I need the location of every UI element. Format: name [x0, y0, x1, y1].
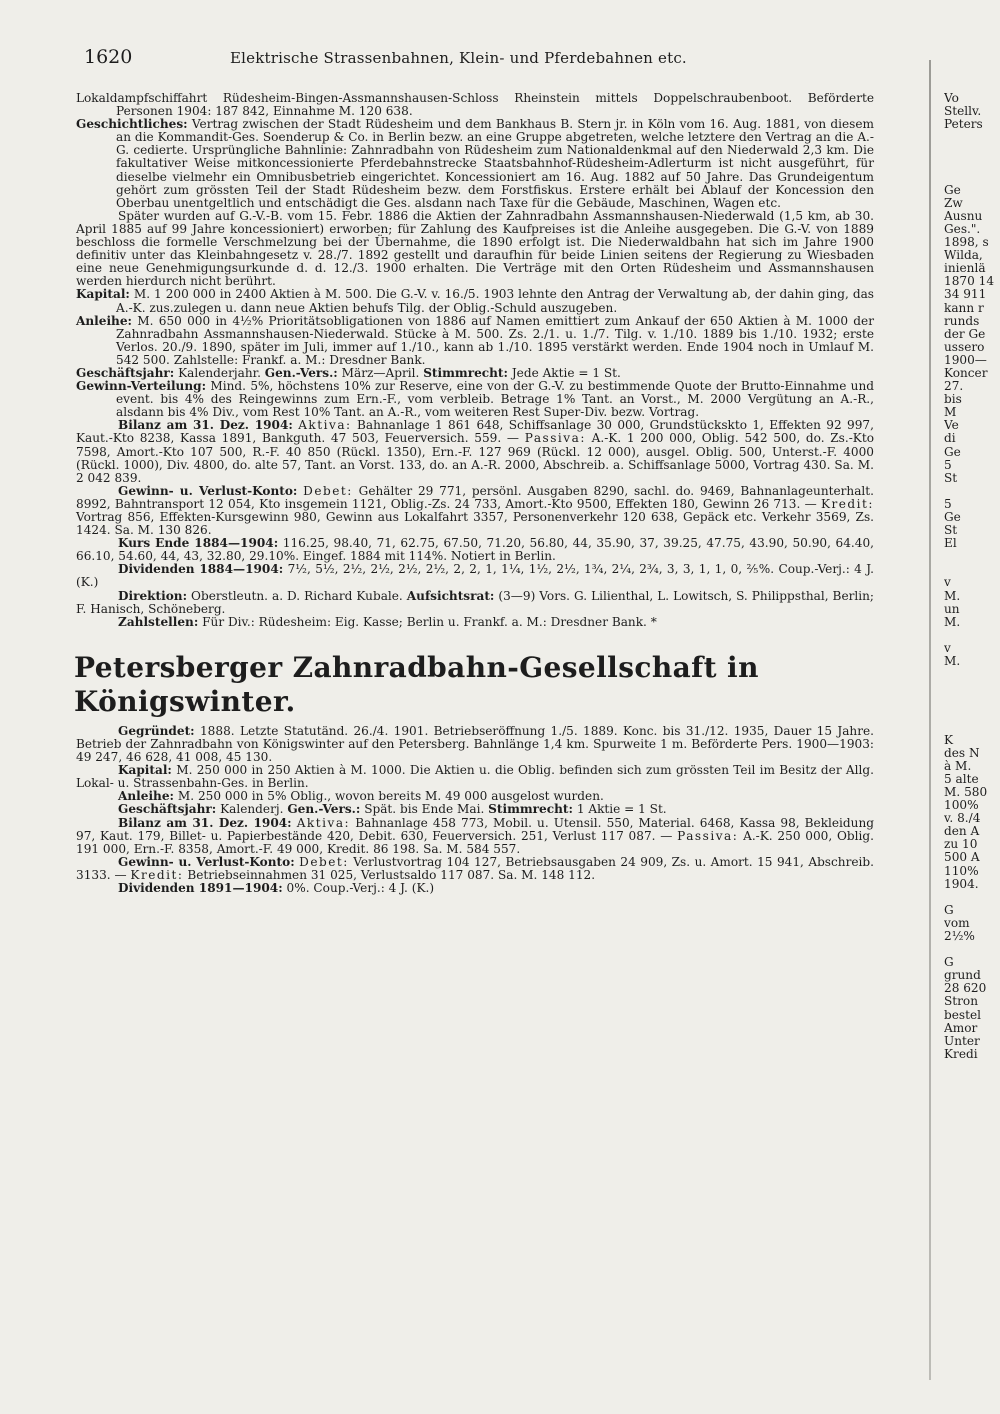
fragment-line [944, 144, 1000, 157]
dividenden-paragraph: Dividenden 1884—1904: 7½, 5½, 2½, 2½, 2½, 2½, 2, 2, 1, 1¼, 1½, 2½, 1¾, 2¼, 2¾, 3, 3, 1, 1, 0, ⅖%. Coup.-Verj.: 4 J. (K.) [76, 562, 874, 590]
fragment-line: v [944, 640, 951, 655]
fragment-line: Ge [944, 510, 961, 524]
fragment-line: 500 A [944, 850, 980, 865]
kapital-paragraph: Kapital: M. 1 200 000 in 2400 Aktien à M. 500. Die G.-V. v. 16./5. 1903 lehnte den Antrag der Verwaltung ab, der dahin ging, das A.-K. zus.zulegen u. dann neue Aktien behufs Tilg. der Oblig.-Schuld auszugeben. [76, 287, 874, 315]
guv2-paragraph: Gewinn- u. Verlust-Konto: Debet: Verlustvortrag 104 127, Betriebsausgaben 24 909, Zs. u. Amort. 15 941, Abschreib. 3133. — Kredit: Betriebseinnahmen 31 025, Verlustsaldo 117 087. Sa. M. 148 112. [76, 854, 874, 882]
fragment-line: G [944, 902, 954, 917]
zahlstellen-paragraph: Zahlstellen: Für Div.: Rüdesheim: Eig. Kasse; Berlin u. Frankf. a. M.: Dresdner Bank. * [118, 614, 657, 629]
anleihe2-paragraph: Anleihe: M. 250 000 in 5% Oblig., wovon bereits M. 49 000 ausgelost wurden. [118, 789, 604, 804]
fragment-line: Ge [944, 182, 961, 197]
fragment-line [944, 681, 1000, 694]
gewinn-verteilung-paragraph: Gewinn-Verteilung: Mind. 5%, höchstens 10% zur Reserve, eine von der G.-V. zu bestimmende Quote der Brutto-Einnahme und event. bis 4% des Reingewinns zum Ern.-F., vom verbleib. Betrage 1% Tant. an Vorst., M. 2000 Vergütung an A.-R., alsdann bis 4% Div., vom Rest 10% Tant. an A.-R., vom weiteren Rest Super-Div. bezw. Vortrag. [76, 379, 874, 420]
fragment-line: Ge [944, 444, 961, 459]
fragment-line [944, 131, 1000, 144]
spaeter-paragraph: Später wurden auf G.-V.-B. vom 15. Febr. 1886 die Aktien der Zahnradbahn Assmannshausen-Niederwald (1,5 km, ab 30. April 1885 auf 99 Jahre koncessioniert) erworben; für Zahlung des Kaufpreises ist die Anleihe ausgegeben. Die G.-V. von 1889 beschloss die formelle Verschmelzung bei der Übernahme, die 1890 erfolgt ist. Die Niederwaldbahn hat sich im Jahre 1900 definitiv unter das Kleinbahngesetz v. 28./7. 1892 gestellt und daraufhin für beide Linien seitens der Regierung zu Wiesbaden eine neue Genehmigungsurkunde d. d. 12./3. 1900 erhalten. Die Verträge mit den Orten Rüdesheim und Assmannshausen werden hierdurch nicht berührt. [76, 208, 874, 289]
gegruendet-paragraph: Gegründet: 1888. Letzte Statutänd. 26./4. 1901. Betriebseröffnung 1./5. 1889. Konc. bis 31./12. 1935, Dauer 15 Jahre. Betrieb der Zahnradbahn von Königswinter auf den Petersberg. Bahnlänge 1,4 km. Spurweite 1 m. Beförderte Pers. 1900—1903: 49 247, 46 628, 41 008, 45 130. [76, 723, 874, 765]
fragment-line: grund [944, 968, 981, 983]
kurs-paragraph: Kurs Ende 1884—1904: 116.25, 98.40, 71, 62.75, 67.50, 71.20, 56.80, 44, 35.90, 37, 39.25, 47.75, 43.90, 50.90, 64.40, 66.10, 54.60, 44, 43, 32.80, 29.10%. Eingef. 1884 mit 114%. Notiert in Berlin. [76, 536, 874, 564]
fragment-line: El [944, 536, 957, 551]
fragment-line [944, 721, 1000, 734]
page-number: 1620 [84, 46, 133, 68]
page-header [84, 46, 924, 76]
fragment-line: kann r [944, 300, 984, 315]
fragment-line [944, 485, 1000, 498]
fragment-line: ussero [944, 339, 985, 354]
fragment-line: der Ge [944, 326, 986, 341]
section-label: Geschichtliches: [76, 117, 188, 132]
section-label: Kapital: [76, 287, 130, 302]
fragment-line [944, 629, 1000, 642]
fragment-line: di [944, 431, 956, 446]
fragment-line [944, 694, 1000, 707]
fragment-line: 27. [944, 379, 964, 394]
anleihe-paragraph: Anleihe: M. 650 000 in 4½% Prioritätsobligationen von 1886 auf Namen emittiert zum Ankauf der 650 Aktien à M. 1000 der Zahnradbahn Assmannshausen-Niederwald. Stücke à M. 500. Zs. 2./1. u. 1./7. Tilg. v. 1./10. 1889 bis 1./10. 1932; erste Verlos. 20./9. 1890, später im Juli, immer auf 1./10., kann ab 1./10. 1895 verstärkt werden. Ende 1904 noch in Umlauf M. 542 500. Zahlstelle: Frankf. a. M.: Dresdner Bank. [76, 313, 874, 367]
lokal-paragraph: Lokaldampfschiffahrt Rüdesheim-Bingen-Assmannshausen-Schloss Rheinstein mittels Doppelschraubenboot. Beförderte Personen 1904: 187 842, Einnahme M. 120 638. [76, 91, 874, 119]
fragment-line [944, 891, 1000, 904]
fragment-line: 1904. [944, 876, 979, 891]
fragment-line: Stron [944, 994, 978, 1009]
fragment-line [944, 171, 1000, 184]
fragment-line: 100% [944, 798, 979, 813]
bilanz2-paragraph: Bilanz am 31. Dez. 1904: Aktiva: Bahnanlage 458 773, Mobil. u. Utensil. 550, Material. 6468, Kassa 98, Bekleidung 97, Kaut. 179, Billet- u. Papierbestände 420, Debit. 630, Feuerversich. 251, Verlust 117 087. — Passiva: A.-K. 250 000, Oblig. 191 000, Ern.-F. 8358, Amort.-F. 49 000, Kredit. 86 198. Sa. M. 584 557. [76, 815, 874, 856]
fragment-line: Kredi [944, 1046, 978, 1061]
fragment-line: inienlä [944, 261, 986, 276]
fragment-line: v. 8./4 [944, 811, 981, 826]
fragment-line: M. [944, 654, 961, 669]
fragment-line: bestel [944, 1007, 981, 1022]
fragment-line: un [944, 601, 960, 616]
fragment-line: Ve [944, 418, 959, 433]
direktion-paragraph: Direktion: Oberstleutn. a. D. Richard Kubale. Aufsichtsrat: (3—9) Vors. G. Lilienthal, L. Lowitsch, S. Philippsthal, Berlin; F. Hanisch, Schöneberg. [76, 588, 874, 616]
fragment-line: 5 alte [944, 771, 979, 786]
fragment-line: 5 [944, 457, 952, 472]
fragment-line: Koncer [944, 365, 988, 380]
fragment-line: M. [944, 588, 961, 603]
fragment-line: K [944, 732, 954, 747]
guv-paragraph: Gewinn- u. Verlust-Konto: Debet: Gehälter 29 771, persönl. Ausgaben 8290, sachl. do. 9469, Bahnanlageunterhalt. 8992, Bahntransport 12 054, Kto insgemein 1121, Oblig.-Zs. 24 733, Amort.-Kto 9500, Effekten 180, Gewinn 26 713. — Kredit: Vortrag 856, Effekten-Kursgewinn 980, Gewinn aus Lokalfahrt 3357, Personenverkehr 120 638, Gepäck etc. Verkehr 3569, Zs. 1424. Sa. M. 130 826. [76, 483, 874, 538]
fragment-line: v [944, 575, 951, 590]
fragment-line: Unter [944, 1033, 980, 1048]
page-gutter [929, 60, 931, 1380]
fragment-line: St [944, 523, 958, 538]
fragment-line: bis [944, 392, 962, 407]
fragment-line: runds [944, 313, 980, 328]
geschaeftsjahr-paragraph: Geschäftsjahr: Kalenderjahr. Gen.-Vers.: März—April. Stimmrecht: Jede Aktie = 1 St. [76, 365, 621, 380]
fragment-line: St [944, 470, 958, 485]
fragment-line: vom [944, 915, 970, 930]
section-label: Gewinn-Verteilung: [76, 379, 207, 394]
fragment-line: 28 620 [944, 981, 987, 996]
running-title: Elektrische Strassenbahnen, Klein- und Pferdebahnen etc. [230, 49, 687, 67]
fragment-line: Ges.". [944, 221, 981, 236]
fragment-line: à M. [944, 758, 972, 773]
fragment-line: 2½% [944, 929, 975, 943]
geschaeftsjahr2-paragraph: Geschäftsjahr: Kalenderj. Gen.-Vers.: Spät. bis Ende Mai. Stimmrecht: 1 Aktie = 1 St. [118, 802, 667, 817]
company-title: Petersberger Zahnradbahn-Gesellschaft in Königswinter. [74, 650, 759, 718]
fragment-line: den A [944, 824, 980, 839]
fragment-line: G [944, 955, 954, 970]
fragment-line [944, 563, 1000, 576]
fragment-line [944, 550, 1000, 563]
fragment-line: M [944, 405, 957, 420]
section-label: Anleihe: [76, 313, 133, 328]
fragment-line: Ausnu [944, 208, 983, 223]
fragment-line: Zw [944, 195, 963, 210]
fragment-line: Peters [944, 117, 983, 132]
adjacent-page-fragment [944, 92, 1000, 1061]
fragment-line: 1900— [944, 352, 987, 367]
fragment-line [944, 157, 1000, 170]
fragment-line: Amor [944, 1020, 978, 1035]
fragment-line: M. 580 [944, 784, 988, 799]
dividenden2-paragraph: Dividenden 1891—1904: 0%. Coup.-Verj.: 4 J. (K.) [118, 880, 435, 895]
bilanz-paragraph: Bilanz am 31. Dez. 1904: Aktiva: Bahnanlage 1 861 648, Schiffsanlage 30 000, Grundstückskto 1, Effekten 92 997, Kaut.-Kto 8238, Kassa 1891, Bankguth. 47 503, Feuerversich. 559. — Passiva: A.-K. 1 200 000, Oblig. 542 500, do. Zs.-Kto 7598, Amort.-Kto 107 500, R.-F. 40 850 (Rückl. 1350), Ern.-F. 127 969 (Rückl. 12 000), ausgel. Oblig. 500, Unterst.-F. 4000 (Rückl. 1000), Div. 4800, do. alte 57, Tant. an Vorst. 133, do. an A.-R. 2000, Abschreib. a. Schiffsanlage 5000, Vortrag 430. Sa. M. 2 042 839. [76, 418, 874, 485]
fragment-line: 34 911 [944, 287, 987, 302]
kapital2-paragraph: Kapital: M. 250 000 in 250 Aktien à M. 1000. Die Aktien u. die Oblig. befinden sich zum grössten Teil im Besitz der Allg. Lokal- u. Strassenbahn-Ges. in Berlin. [76, 763, 874, 791]
fragment-line: Wilda, [944, 248, 983, 263]
fragment-line: M. [944, 614, 961, 629]
fragment-line [944, 707, 1000, 720]
fragment-line: 1870 14 [944, 274, 995, 289]
fragment-line: zu 10 [944, 837, 978, 852]
fragment-line [944, 668, 1000, 681]
fragment-line: 110% [944, 863, 979, 878]
main-column [76, 92, 874, 895]
fragment-line: Stellv. [944, 104, 982, 119]
fragment-line: 1898, s [944, 235, 989, 250]
fragment-line: des N [944, 745, 980, 760]
fragment-line: Vo [944, 92, 959, 105]
geschichtliches-paragraph: Geschichtliches: Vertrag zwischen der Stadt Rüdesheim und dem Bankhaus B. Stern jr. in Köln vom 16. Aug. 1881, von diesem an die Kommandit-Ges. Soenderup & Co. in Berlin bezw. an eine Gruppe abgetreten, welche letztere den Vertrag an die A.-G. cedierte. Ursprüngliche Bahnlinie: Zahnradbahn von Rüdesheim zum Nationaldenkmal auf den Niederwald 2,3 km. Die fakultativer Weise mitkoncessionierte Pferdebahnstrecke Staatsbahnhof-Rüdesheim-Adlerturm ist nicht ausgeführt, für dieselbe vielmehr ein Omnibusbetrieb eingerichtet. Koncessioniert am 16. Aug. 1882 auf 50 Jahre. Das Grundeigentum gehört zum grössten Teil der Stadt Rüdesheim bezw. dem Forstfiskus. Erstere erhält bei Ablauf der Koncession den Oberbau unentgeltlich und entschädigt die Ges. alsdann nach Taxe für die Gebäude, Maschinen, Wagen etc. [76, 117, 874, 210]
fragment-line: 5 [944, 496, 952, 511]
